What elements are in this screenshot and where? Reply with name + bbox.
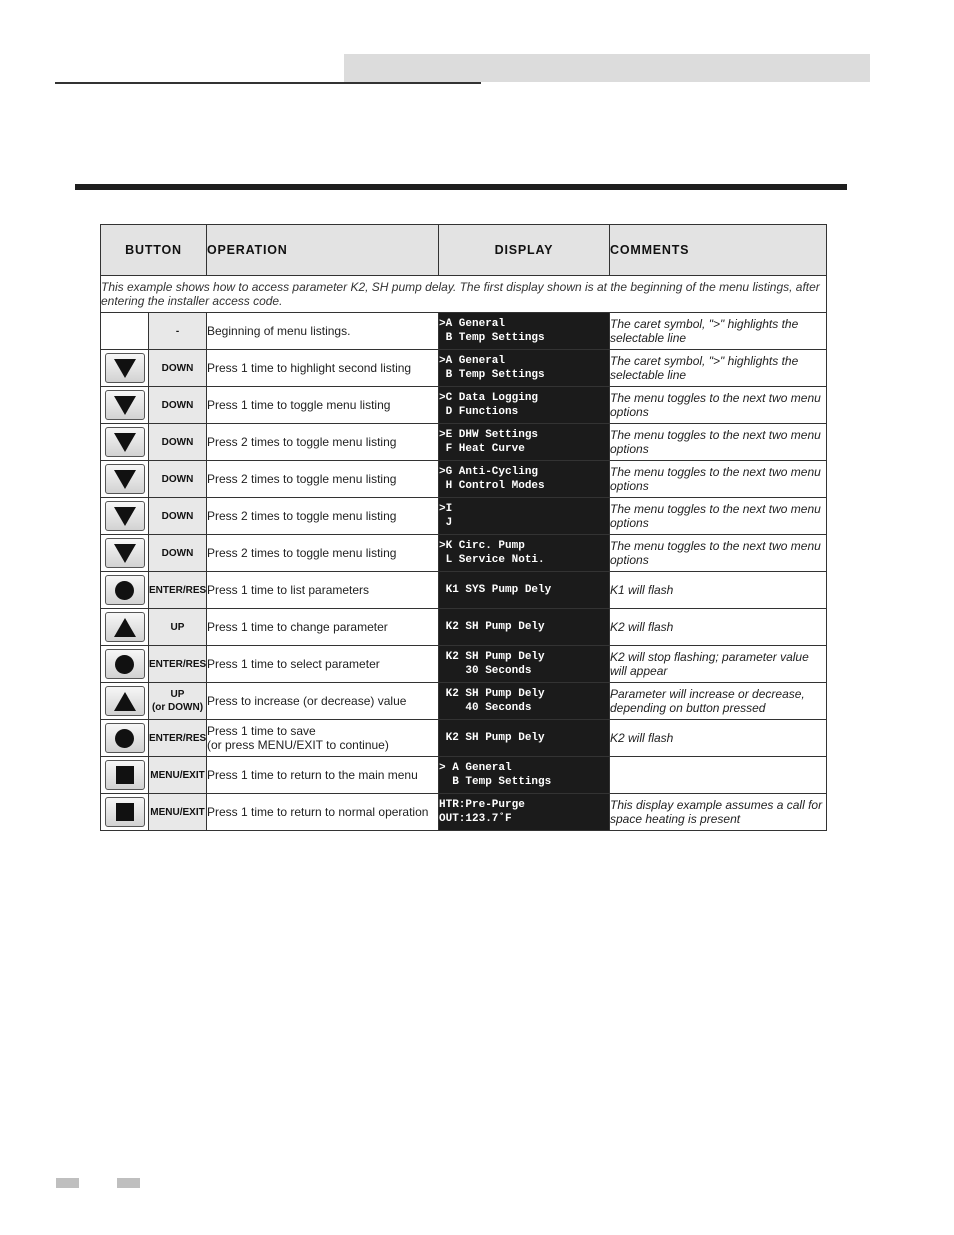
intro-text: This example shows how to access parameter K2, SH pump delay. The first display shown is at the beginning of the menu listings, after entering the installer access code. <box>101 276 827 313</box>
lcd-line: F Heat Curve <box>439 443 525 455</box>
lcd-line: >A General <box>439 318 506 330</box>
button-icon-cell <box>101 535 149 572</box>
lcd-display <box>439 313 610 350</box>
button-label: DOWN <box>149 387 207 424</box>
lcd-display <box>439 683 610 720</box>
lcd-display <box>439 498 610 535</box>
menu-exit-key-icon <box>105 760 145 790</box>
comment-text: K1 will flash <box>610 572 827 609</box>
down-arrow-key-icon <box>105 464 145 494</box>
header-button: BUTTON <box>101 225 207 276</box>
button-label: MENU/EXIT <box>149 757 207 794</box>
comment-text: The menu toggles to the next two menu options <box>610 498 827 535</box>
header-operation: OPERATION <box>207 225 439 276</box>
comment-text: The menu toggles to the next two menu options <box>610 387 827 424</box>
lcd-line: D Functions <box>439 406 519 418</box>
table-row <box>101 461 827 498</box>
down-arrow-key-icon <box>105 353 145 383</box>
button-label: ENTER/RES <box>149 646 207 683</box>
button-icon-cell <box>101 313 149 350</box>
table-row <box>101 424 827 461</box>
down-glyph-icon <box>114 433 136 452</box>
header-comments: COMMENTS <box>610 225 827 276</box>
button-icon-cell <box>101 646 149 683</box>
comment-text <box>610 757 827 794</box>
comment-text: The caret symbol, ">" highlights the selectable line <box>610 350 827 387</box>
up-glyph-icon <box>114 692 136 711</box>
lcd-line: > A General <box>439 762 512 774</box>
button-label: DOWN <box>149 350 207 387</box>
lcd-line: H Control Modes <box>439 480 545 492</box>
operation-text: Press to increase (or decrease) value <box>207 683 439 720</box>
comment-text: K2 will flash <box>610 609 827 646</box>
lcd-line: >K Circ. Pump <box>439 540 525 552</box>
lcd-display <box>439 424 610 461</box>
lcd-line: J <box>439 517 453 529</box>
down-glyph-icon <box>114 359 136 378</box>
table-row <box>101 646 827 683</box>
up-arrow-key-icon <box>105 686 145 716</box>
button-label: UP (or DOWN) <box>149 683 207 720</box>
lcd-display <box>439 535 610 572</box>
table-row <box>101 350 827 387</box>
section-rule <box>75 184 847 190</box>
lcd-line: >E DHW Settings <box>439 429 539 441</box>
enter-reset-key-icon <box>105 723 145 753</box>
lcd-line: B Temp Settings <box>439 332 545 344</box>
button-label: - <box>149 313 207 350</box>
table-row <box>101 683 827 720</box>
comment-text: The menu toggles to the next two menu options <box>610 535 827 572</box>
down-arrow-key-icon <box>105 427 145 457</box>
footer-page-block-right <box>117 1178 140 1188</box>
footer-page-block-left <box>56 1178 79 1188</box>
down-glyph-icon <box>114 507 136 526</box>
operation-text: Press 1 time to save (or press MENU/EXIT to continue) <box>207 720 439 757</box>
table-row <box>101 498 827 535</box>
table-row <box>101 572 827 609</box>
circle-glyph-icon <box>115 581 134 600</box>
button-label: ENTER/RES <box>149 720 207 757</box>
down-glyph-icon <box>114 544 136 563</box>
operation-text: Press 1 time to return to the main menu <box>207 757 439 794</box>
header-rule <box>55 82 481 84</box>
operation-text: Press 1 time to change parameter <box>207 609 439 646</box>
up-arrow-key-icon <box>105 612 145 642</box>
lcd-line: K2 SH Pump Dely <box>439 621 545 633</box>
header-gray-bar <box>344 54 870 82</box>
button-icon-cell <box>101 794 149 831</box>
lcd-line: K2 SH Pump Dely <box>439 732 545 744</box>
lcd-line: >I <box>439 503 453 515</box>
lcd-display <box>439 794 610 831</box>
lcd-line: L Service Noti. <box>439 554 545 566</box>
lcd-line: K1 SYS Pump Dely <box>439 584 552 596</box>
lcd-display <box>439 609 610 646</box>
down-glyph-icon <box>114 396 136 415</box>
comment-text: K2 will flash <box>610 720 827 757</box>
button-label: DOWN <box>149 461 207 498</box>
table-row <box>101 313 827 350</box>
menu-exit-key-icon <box>105 797 145 827</box>
button-label: DOWN <box>149 424 207 461</box>
comment-text: The menu toggles to the next two menu options <box>610 424 827 461</box>
operation-text: Press 1 time to highlight second listing <box>207 350 439 387</box>
operation-text: Press 1 time to return to normal operation <box>207 794 439 831</box>
lcd-display <box>439 720 610 757</box>
button-icon-cell <box>101 757 149 794</box>
lcd-line: >C Data Logging <box>439 392 539 404</box>
lcd-display <box>439 572 610 609</box>
operation-text: Press 2 times to toggle menu listing <box>207 498 439 535</box>
button-label: MENU/EXIT <box>149 794 207 831</box>
table-row <box>101 609 827 646</box>
down-arrow-key-icon <box>105 538 145 568</box>
lcd-display <box>439 350 610 387</box>
button-label: DOWN <box>149 535 207 572</box>
lcd-display <box>439 646 610 683</box>
button-icon-cell <box>101 609 149 646</box>
lcd-line: OUT:123.7˚F <box>439 813 512 825</box>
table-header-row <box>101 225 827 276</box>
button-label: ENTER/RES <box>149 572 207 609</box>
down-glyph-icon <box>114 470 136 489</box>
circle-glyph-icon <box>115 729 134 748</box>
lcd-display <box>439 757 610 794</box>
header-display: DISPLAY <box>439 225 610 276</box>
table-row <box>101 794 827 831</box>
button-icon-cell <box>101 720 149 757</box>
button-icon-cell <box>101 498 149 535</box>
table-row <box>101 535 827 572</box>
comment-text: The caret symbol, ">" highlights the selectable line <box>610 313 827 350</box>
button-label: DOWN <box>149 498 207 535</box>
circle-glyph-icon <box>115 655 134 674</box>
button-icon-cell <box>101 387 149 424</box>
table-row <box>101 757 827 794</box>
comment-text: K2 will stop flashing; parameter value will appear <box>610 646 827 683</box>
table-row <box>101 387 827 424</box>
button-icon-cell <box>101 424 149 461</box>
operation-text: Press 1 time to toggle menu listing <box>207 387 439 424</box>
intro-row <box>101 276 827 313</box>
lcd-line: 30 Seconds <box>439 665 532 677</box>
table-row <box>101 720 827 757</box>
button-icon-cell <box>101 683 149 720</box>
lcd-display <box>439 461 610 498</box>
lcd-line: >G Anti-Cycling <box>439 466 539 478</box>
button-label: UP <box>149 609 207 646</box>
square-glyph-icon <box>116 803 134 821</box>
lcd-line: B Temp Settings <box>439 369 545 381</box>
button-icon-cell <box>101 350 149 387</box>
lcd-line: >A General <box>439 355 506 367</box>
lcd-display <box>439 387 610 424</box>
button-icon-cell <box>101 572 149 609</box>
operation-text: Press 1 time to list parameters <box>207 572 439 609</box>
button-icon-cell <box>101 461 149 498</box>
lcd-line: 40 Seconds <box>439 702 532 714</box>
comment-text: Parameter will increase or decrease, depending on button pressed <box>610 683 827 720</box>
lcd-line: K2 SH Pump Dely <box>439 688 545 700</box>
operation-text: Press 2 times to toggle menu listing <box>207 424 439 461</box>
operation-text: Press 2 times to toggle menu listing <box>207 461 439 498</box>
operation-text: Beginning of menu listings. <box>207 313 439 350</box>
enter-reset-key-icon <box>105 649 145 679</box>
down-arrow-key-icon <box>105 390 145 420</box>
lcd-line: B Temp Settings <box>439 776 552 788</box>
up-glyph-icon <box>114 618 136 637</box>
operation-text: Press 1 time to select parameter <box>207 646 439 683</box>
square-glyph-icon <box>116 766 134 784</box>
down-arrow-key-icon <box>105 501 145 531</box>
lcd-line: K2 SH Pump Dely <box>439 651 545 663</box>
comment-text: The menu toggles to the next two menu options <box>610 461 827 498</box>
comment-text: This display example assumes a call for space heating is present <box>610 794 827 831</box>
operation-text: Press 2 times to toggle menu listing <box>207 535 439 572</box>
button-sequence-table <box>100 224 827 831</box>
lcd-line: HTR:Pre-Purge <box>439 799 525 811</box>
enter-reset-key-icon <box>105 575 145 605</box>
